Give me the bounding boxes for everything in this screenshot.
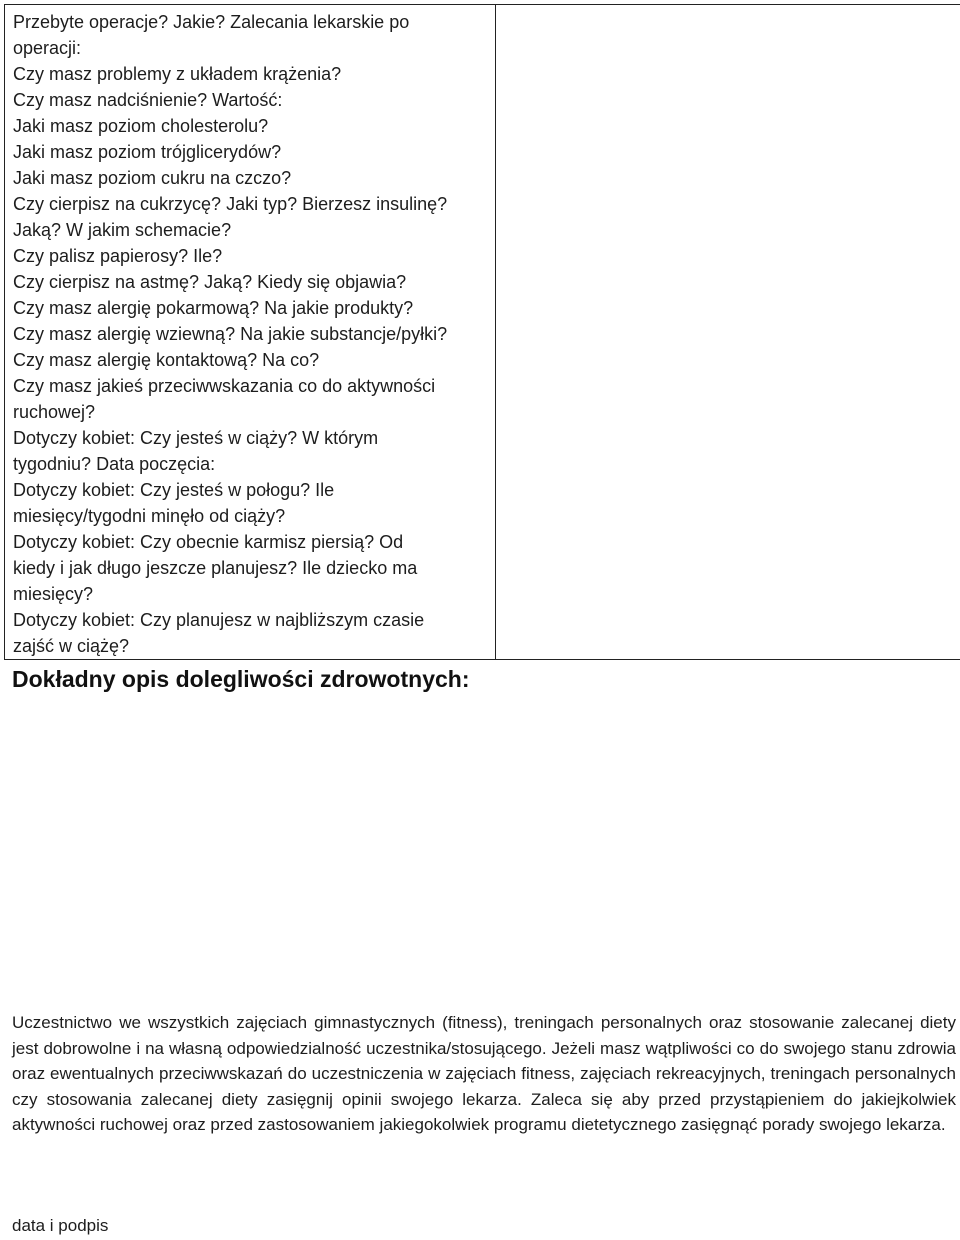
disclaimer-paragraph: Uczestnictwo we wszystkich zajęciach gimnastycznych (fitness), treningach personalnych oraz stosowanie zalecanej diety jest dobrowolne i na własną odpowiedzialność uczestnika/stosującego. Jeżeli masz wątpliwości co do swojego stanu zdrowia oraz ewentualnych przeciwwskazań do uczestniczenia w zajęciach fitness, zajęciach rekreacyjnych, treningach personalnych czy stosowania zalecanej diety zasięgnij opinii swojego lekarza. Zaleca się aby przed przystąpieniem do jakiejkolwiek aktywności ruchowej oraz przed zastosowaniem jakiegokolwiek programu dietetycznego zasięgnąć porady swojego lekarza.: [12, 1013, 956, 1135]
question-line: Czy masz jakieś przeciwwskazania co do aktywności: [13, 376, 436, 396]
question-line: Przebyte operacje? Jakie? Zalecania lekarskie po: [13, 12, 410, 32]
question-line: Czy masz nadciśnienie? Wartość:: [13, 90, 283, 110]
questions-cell: [5, 5, 496, 660]
question-line: Jaki masz poziom trójglicerydów?: [13, 142, 282, 162]
question-line: Jaki masz poziom cukru na czczo?: [13, 168, 292, 188]
question-line: ruchowej?: [13, 402, 96, 422]
question-line: kiedy i jak długo jeszcze planujesz? Ile dziecko ma: [13, 558, 418, 578]
question-line: operacji:: [13, 38, 82, 58]
question-line: Czy palisz papierosy? Ile?: [13, 246, 223, 266]
answers-field[interactable]: [496, 5, 960, 660]
health-description-area[interactable]: [12, 700, 952, 1000]
question-line: Dotyczy kobiet: Czy planujesz w najbliższym czasie: [13, 610, 425, 630]
question-line: Czy masz problemy z układem krążenia?: [13, 64, 342, 84]
question-line: Czy cierpisz na astmę? Jaką? Kiedy się objawia?: [13, 272, 407, 292]
question-line: Dotyczy kobiet: Czy jesteś w połogu? Ile: [13, 480, 335, 500]
question-line: miesięcy/tygodni minęło od ciąży?: [13, 506, 286, 526]
question-line: Dotyczy kobiet: Czy obecnie karmisz piersią? Od: [13, 532, 404, 552]
health-description-heading: Dokładny opis dolegliwości zdrowotnych:: [12, 666, 470, 692]
question-line: Czy cierpisz na cukrzycę? Jaki typ? Bierzesz insulinę?: [13, 194, 448, 214]
question-line: Jaką? W jakim schemacie?: [13, 220, 232, 240]
health-questionnaire-table: [4, 4, 960, 660]
question-line: zajść w ciążę?: [13, 636, 130, 656]
signature-label: data i podpis: [12, 1216, 109, 1235]
question-line: Czy masz alergię pokarmową? Na jakie produkty?: [13, 298, 414, 318]
question-line: tygodniu? Data poczęcia:: [13, 454, 216, 474]
question-line: Jaki masz poziom cholesterolu?: [13, 116, 269, 136]
question-line: Czy masz alergię wziewną? Na jakie substancje/pyłki?: [13, 324, 448, 344]
question-line: Dotyczy kobiet: Czy jesteś w ciąży? W którym: [13, 428, 379, 448]
question-line: Czy masz alergię kontaktową? Na co?: [13, 350, 320, 370]
question-line: miesięcy?: [13, 584, 94, 604]
